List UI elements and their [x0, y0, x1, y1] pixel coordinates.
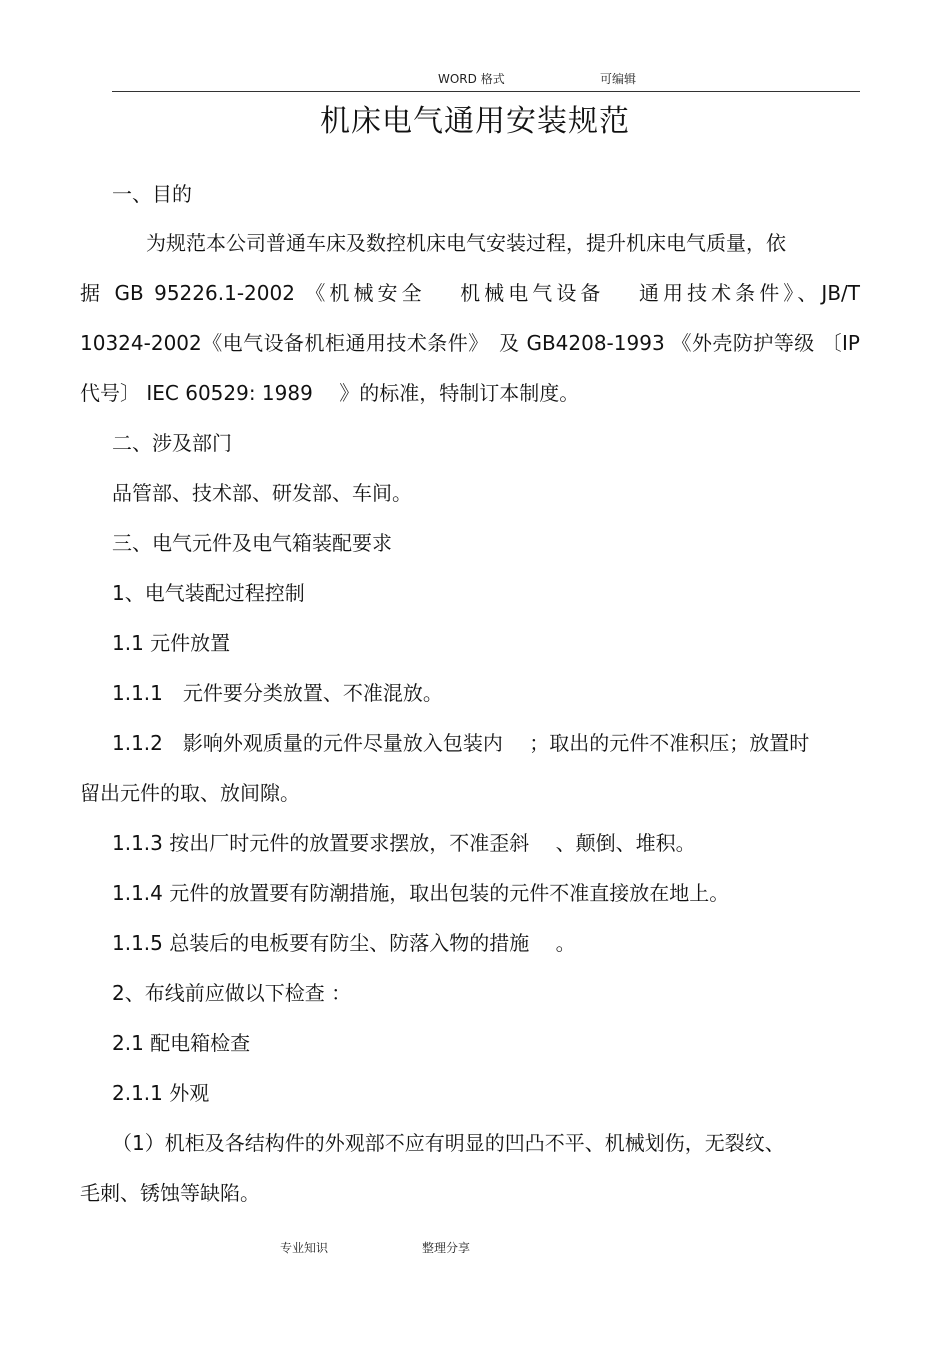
paragraph-line: 品管部、技术部、研发部、车间。: [112, 481, 412, 505]
subsection-heading: 2、布线前应做以下检查 ：: [112, 981, 352, 1005]
header-format-label: WORD 格式: [438, 72, 505, 86]
clause-line: 1.1.3 按出厂时元件的放置要求摆放，不准歪斜 、颠倒、堆积。: [112, 831, 696, 855]
subsection-heading: 2.1.1 外观: [112, 1081, 210, 1105]
section-heading-departments: 二、涉及部门: [112, 431, 232, 455]
clause-line: 留出元件的取、放间隙。: [80, 781, 300, 805]
paragraph-line: 10324-2002《电气设备机柜通用技术条件》 及 GB4208-1993 《外壳防护等级 〔IP: [80, 331, 860, 355]
subsection-heading: 2.1 配电箱检查: [112, 1031, 251, 1055]
paragraph-line: 为规范本公司普通车床及数控机床电气安装过程，提升机床电气质量，依: [146, 231, 786, 255]
section-heading-purpose: 一、目的: [112, 182, 192, 206]
paragraph-line: 据 GB 95226.1-2002 《机械安全 机械电气设备 通用技术条件》、JB/T: [80, 281, 860, 305]
header-rule: [112, 91, 860, 92]
clause-line: （1）机柜及各结构件的外观部不应有明显的凹凸不平、机械划伤，无裂纹、: [112, 1131, 785, 1155]
clause-line: 1.1.5 总装后的电板要有防尘、防落入物的措施 。: [112, 931, 576, 955]
clause-line: 1.1.2 影响外观质量的元件尽量放入包装内 ；取出的元件不准积压；放置时: [112, 731, 810, 755]
clause-line: 1.1.4 元件的放置要有防潮措施，取出包装的元件不准直接放在地上。: [112, 881, 730, 905]
section-heading-requirements: 三、电气元件及电气箱装配要求: [112, 531, 392, 555]
document-title: 机床电气通用安装规范: [320, 104, 630, 139]
subsection-heading: 1.1 元件放置: [112, 631, 231, 655]
footer-left-label: 专业知识: [280, 1241, 329, 1255]
subsection-heading: 1、电气装配过程控制: [112, 581, 305, 605]
header-editable-label: 可编辑: [600, 72, 637, 86]
footer-right-label: 整理分享: [422, 1241, 471, 1255]
clause-line: 毛刺、锈蚀等缺陷。: [80, 1181, 260, 1205]
clause-line: 1.1.1 元件要分类放置、不准混放。: [112, 681, 443, 705]
paragraph-line: 代号〕 IEC 60529: 1989 》的标准，特制订本制度。: [80, 381, 580, 405]
